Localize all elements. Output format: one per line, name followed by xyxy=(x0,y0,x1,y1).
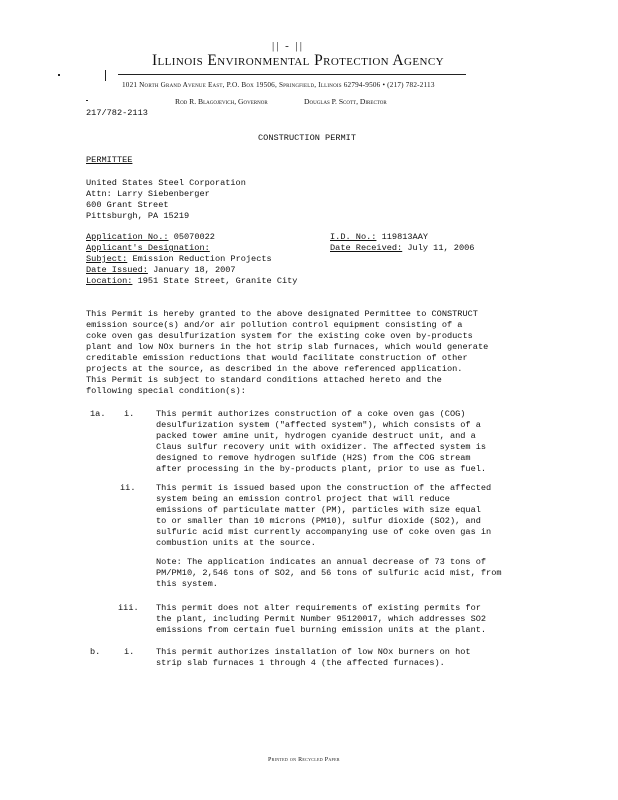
intro-line: following special condition(s): xyxy=(86,386,246,396)
intro-line: emission source(s) and/or air pollution control equipment consisting of a xyxy=(86,320,463,330)
intro-line: This Permit is hereby granted to the above designated Permittee to CONSTRUCT xyxy=(86,309,478,319)
condition-line: this system. xyxy=(156,579,218,589)
date-issued-value: January 18, 2007 xyxy=(153,265,236,275)
condition-line: This permit authorizes installation of low NOx burners on hot xyxy=(156,647,471,657)
condition-subnumber: i. xyxy=(124,409,135,419)
agency-name: Illinois Environmental Protection Agency xyxy=(152,52,444,69)
date-received-row xyxy=(330,243,474,254)
condition-subnumber: ii. xyxy=(120,483,136,493)
condition-line: the plant, including Permit Number 95120017, which addresses SO2 xyxy=(156,614,487,624)
intro-line: plant and low NOx burners in the hot strip slab furnaces, which would generate xyxy=(86,342,489,352)
intro-paragraph xyxy=(86,309,488,397)
letterhead-divider xyxy=(118,74,466,75)
application-number-label: Application No.: xyxy=(86,232,169,242)
scan-speck xyxy=(86,100,88,101)
condition-line: This permit authorizes construction of a coke oven gas (COG) xyxy=(156,409,466,419)
permittee-line: Attn: Larry Siebenberger xyxy=(86,189,210,199)
agency-logo: || - || xyxy=(272,40,304,52)
designation-row xyxy=(86,243,210,254)
id-number-label: I.D. No.: xyxy=(330,232,377,242)
governor-name: Rod R. Blagojevich, Governor xyxy=(175,97,268,106)
condition-subnumber: i. xyxy=(124,647,135,657)
permittee-line: United States Steel Corporation xyxy=(86,178,246,188)
intro-line: creditable emission reductions that would facilitate construction of other xyxy=(86,353,468,363)
condition-line: emissions from certain fuel burning emission units at the plant. xyxy=(156,625,487,635)
condition-number: b. xyxy=(90,647,101,657)
permittee-line: Pittsburgh, PA 15219 xyxy=(86,211,190,221)
application-number-value: 05070022 xyxy=(173,232,215,242)
condition-line: packed tower amine unit, hydrogen cyanide destruct unit, and a xyxy=(156,431,476,441)
date-received-value: July 11, 2006 xyxy=(407,243,475,253)
condition-line: PM/PM10, 2,546 tons of SO2, and 56 tons of sulfuric acid mist, from xyxy=(156,568,502,578)
phone-number: 217/782-2113 xyxy=(86,108,148,118)
condition-line: combustion units at the source. xyxy=(156,538,316,548)
id-number-value: 119813AAY xyxy=(381,232,429,242)
application-number-row xyxy=(86,232,215,243)
condition-line: desulfurization system ("affected system"), which consists of a xyxy=(156,420,481,430)
designation-label: Applicant's Designation: xyxy=(86,243,210,253)
scan-speck xyxy=(58,74,60,76)
condition-number: 1a. xyxy=(90,409,106,419)
permittee-heading: PERMITTEE xyxy=(86,155,133,165)
condition-line: Note: The application indicates an annual decrease of 73 tons of xyxy=(156,557,487,567)
date-received-label: Date Received: xyxy=(330,243,403,253)
agency-address: 1021 North Grand Avenue East, P.O. Box 19506, Springfield, Illinois 62794-9506 • (217) 782-2113 xyxy=(122,81,435,89)
subject-row xyxy=(86,254,272,265)
condition-subnumber: iii. xyxy=(118,603,139,613)
intro-line: This Permit is subject to standard conditions attached hereto and the xyxy=(86,375,442,385)
permittee-line: 600 Grant Street xyxy=(86,200,169,210)
condition-line: Claus sulfur recovery unit with oxidizer. The affected system is xyxy=(156,442,487,452)
condition-line: This permit is issued based upon the construction of the affected xyxy=(156,483,492,493)
recycled-paper-footer: Printed on Recycled Paper xyxy=(268,757,340,763)
condition-line: after processing in the by-products plant, prior to use as fuel. xyxy=(156,464,487,474)
condition-line: emissions of particulate matter (PM), particles with size equal xyxy=(156,505,481,515)
intro-line: coke oven gas desulfurization system for the existing coke oven by-products xyxy=(86,331,473,341)
location-row xyxy=(86,276,297,287)
condition-line: strip slab furnaces 1 through 4 (the affected furnaces). xyxy=(156,658,445,668)
condition-line: designed to remove hydrogen sulfide (H2S) from the COG stream xyxy=(156,453,471,463)
condition-line: system being an emission control project that will reduce xyxy=(156,494,450,504)
date-issued-row xyxy=(86,265,236,276)
location-value: 1951 State Street, Granite City xyxy=(137,276,298,286)
condition-line: This permit does not alter requirements of existing permits for xyxy=(156,603,481,613)
intro-line: projects at the source, as described in the above referenced application. xyxy=(86,364,463,374)
location-label: Location: xyxy=(86,276,133,286)
director-name: Douglas P. Scott, Director xyxy=(304,97,387,106)
subject-label: Subject: xyxy=(86,254,128,264)
condition-line: sulfuric acid mist currently accompanying use of coke oven gas in xyxy=(156,527,492,537)
subject-value: Emission Reduction Projects xyxy=(132,254,272,264)
date-issued-label: Date Issued: xyxy=(86,265,148,275)
condition-line: to or smaller than 10 microns (PM10), sulfur dioxide (SO2), and xyxy=(156,516,481,526)
document-title: CONSTRUCTION PERMIT xyxy=(258,133,356,143)
scan-speck xyxy=(105,70,106,81)
id-number-row xyxy=(330,232,428,243)
